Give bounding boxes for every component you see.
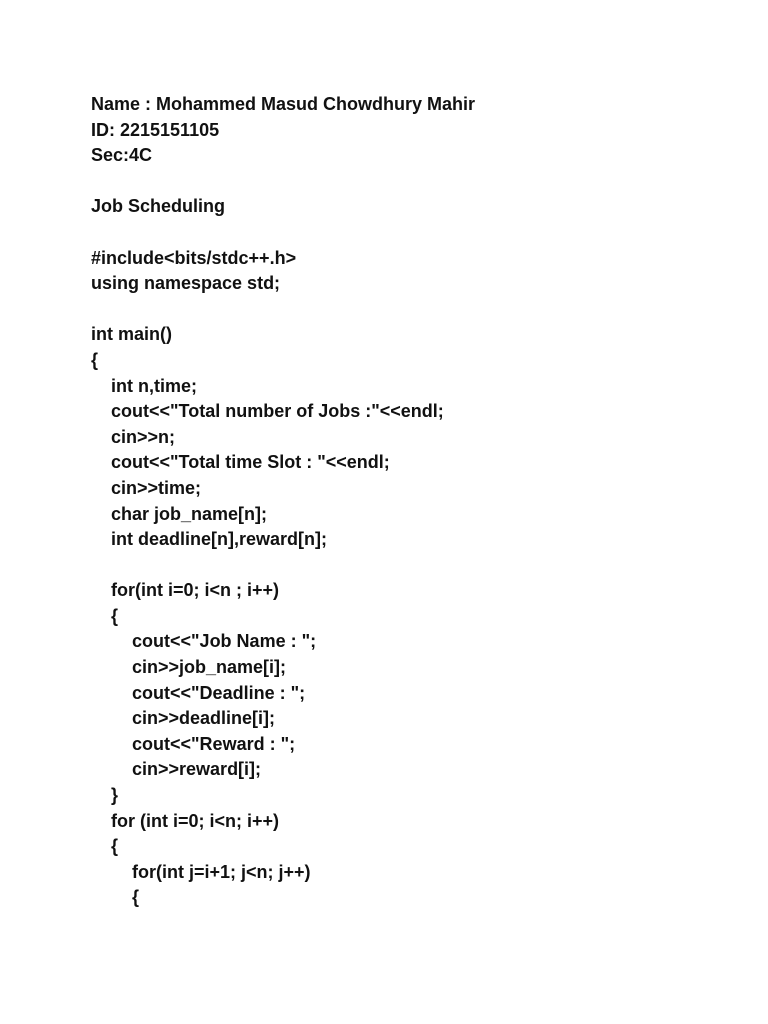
student-id: ID: 2215151105 bbox=[91, 119, 220, 140]
code-line-declare-vars: int n,time; bbox=[111, 375, 197, 396]
code-line-cout-time: cout<<"Total time Slot : "<<endl; bbox=[111, 452, 390, 473]
code-line-cin-deadline: cin>>deadline[i]; bbox=[132, 708, 276, 729]
code-line-cout-reward: cout<<"Reward : "; bbox=[132, 733, 296, 754]
code-line-for-outer: for (int i=0; i<n; i++) bbox=[111, 810, 280, 831]
code-line-cin-time: cin>>time; bbox=[111, 477, 202, 498]
code-line-open-brace: { bbox=[111, 605, 119, 626]
code-line-open-brace: { bbox=[111, 836, 119, 857]
blank-line bbox=[91, 553, 731, 579]
code-line-cout-jobs: cout<<"Total number of Jobs :"<<endl; bbox=[111, 401, 444, 422]
student-name: Name : Mohammed Masud Chowdhury Mahir bbox=[91, 94, 476, 114]
code-line-cin-jobname: cin>>job_name[i]; bbox=[132, 657, 287, 678]
code-line-cout-jobname: cout<<"Job Name : "; bbox=[132, 631, 317, 652]
code-line-using-namespace: using namespace std; bbox=[91, 273, 281, 294]
blank-line bbox=[91, 297, 731, 323]
student-section: Sec:4C bbox=[91, 145, 153, 166]
blank-line bbox=[91, 220, 731, 246]
code-line-close-brace: } bbox=[111, 785, 119, 806]
code-line-declare-jobname: char job_name[n]; bbox=[111, 503, 268, 524]
code-line-open-brace: { bbox=[91, 349, 99, 370]
code-line-cin-n: cin>>n; bbox=[111, 426, 176, 447]
blank-line bbox=[91, 169, 731, 195]
code-line-include: #include<bits/stdc++.h> bbox=[91, 247, 297, 268]
code-line-open-brace: { bbox=[132, 887, 140, 908]
code-line-cin-reward: cin>>reward[i]; bbox=[132, 759, 262, 780]
code-line-main-signature: int main() bbox=[91, 324, 172, 345]
document-title: Job Scheduling bbox=[91, 196, 226, 217]
code-line-for-input: for(int i=0; i<n ; i++) bbox=[111, 580, 280, 601]
code-line-for-inner: for(int j=i+1; j<n; j++) bbox=[132, 861, 311, 882]
code-line-cout-deadline: cout<<"Deadline : "; bbox=[132, 682, 306, 703]
code-line-declare-arrays: int deadline[n],reward[n]; bbox=[111, 529, 327, 550]
document-body bbox=[91, 92, 731, 911]
